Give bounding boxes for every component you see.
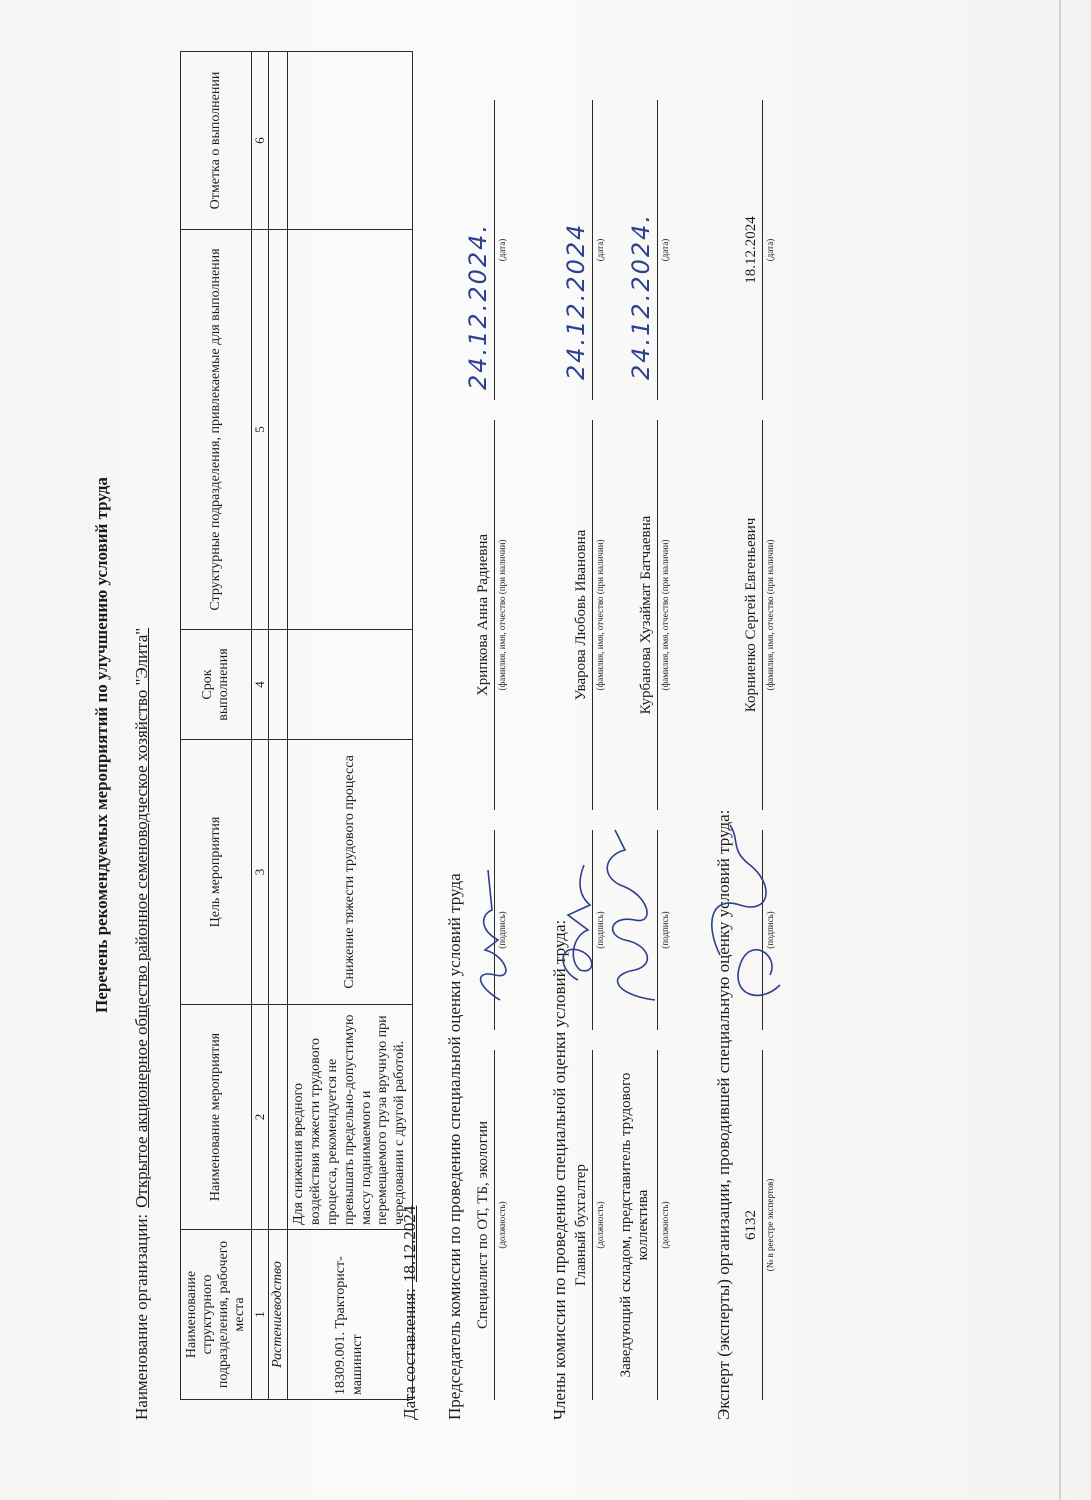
- caption-signature: (подпись): [660, 911, 670, 949]
- header-departments: Структурные подразделения, привлекаемые для выполнения: [181, 230, 252, 630]
- member-name: Уварова Любовь Ивановна: [573, 529, 589, 701]
- caption-signature: (подпись): [765, 911, 775, 949]
- header-measure: Наименование мероприятия: [181, 1005, 252, 1230]
- col-number: 6: [252, 52, 269, 230]
- caption-position: (должность): [497, 1201, 507, 1249]
- expert-name-line: [762, 420, 763, 810]
- chair-date-handwritten: 24.12.2024.: [464, 222, 492, 390]
- member-signature-mark: [595, 815, 665, 1015]
- caption-date: (дата): [660, 238, 670, 262]
- header-deadline: Срок выполнения: [181, 630, 252, 740]
- expert-signature-mark: [700, 815, 790, 1015]
- header-goal: Цель мероприятия: [181, 740, 252, 1005]
- chair-name: Хрипкова Анна Радиевна: [475, 533, 491, 697]
- caption-position: (должность): [660, 1201, 670, 1249]
- caption-fio: (фамилия, имя, отчество (при наличии): [595, 539, 605, 691]
- expert-name: Корниенко Сергей Евгеньевич: [743, 517, 759, 713]
- cell-deadline: [288, 630, 413, 740]
- col-number: 4: [252, 630, 269, 740]
- caption-signature: (подпись): [595, 911, 605, 949]
- page-edge: [1059, 0, 1061, 1500]
- expert-registry-line: [762, 1050, 763, 1400]
- member-date-line: [657, 100, 658, 400]
- member-position-line: [592, 1050, 593, 1400]
- organization-label: Наименование организации:: [132, 1213, 151, 1420]
- cell-workplace: 18309.001. Тракторист-машинист: [288, 1230, 413, 1400]
- header-mark: Отметка о выполнении: [181, 52, 252, 230]
- rotated-document: [50, 30, 1050, 1460]
- table-section-row: [269, 52, 288, 1400]
- member-name: Курбанова Хузаймат Батчаевна: [638, 515, 654, 715]
- caption-fio: (фамилия, имя, отчество (при наличии): [497, 539, 507, 691]
- organization-name: Открытое акционерное общество районное семеноводческое хозяйство "Элита": [132, 627, 151, 1208]
- cell-measure: Для снижения вредного воздействия тяжести трудового процесса, рекомендуется не превышать предельно-допустимую массу поднимаемого и перемещаемого груза вручную при чередовании с другой работой.: [288, 1005, 413, 1230]
- table-number-row: [252, 52, 269, 1400]
- chair-heading: Председатель комиссии по проведению специальной оценки условий труда: [445, 873, 464, 1420]
- members-heading: Члены комиссии по проведению специальной оценки условий труда:: [550, 919, 569, 1420]
- caption-date: (дата): [595, 238, 605, 262]
- caption-date: (дата): [497, 238, 507, 262]
- member-date-handwritten: 24.12.2024: [562, 222, 590, 380]
- member-position: Заведующий складом, представитель трудового коллектива: [618, 1072, 652, 1378]
- chair-date-line: [494, 100, 495, 400]
- caption-position: (должность): [595, 1201, 605, 1249]
- chair-position-line: [494, 1050, 495, 1400]
- expert-heading: Эксперт (эксперты) организации, проводившей специальную оценку условий труда:: [714, 809, 733, 1420]
- caption-date: (дата): [765, 238, 775, 262]
- member-date-line: [592, 100, 593, 400]
- cell-mark: [288, 52, 413, 230]
- chair-signature-mark: [470, 850, 510, 1010]
- col-number: 3: [252, 740, 269, 1005]
- col-number: 5: [252, 230, 269, 630]
- caption-signature: (подпись): [497, 911, 507, 949]
- caption-registry: (№ в реестре экспертов): [765, 1178, 775, 1272]
- member-position: Главный бухгалтер: [573, 1164, 589, 1286]
- header-workplace: Наименование структурного подразделения, рабочего места: [181, 1230, 252, 1400]
- expert-registry-number: 6132: [743, 1210, 759, 1240]
- member-signature-mark: [558, 850, 598, 990]
- table-header-row: [181, 52, 252, 1400]
- document-title: Перечень рекомендуемых мероприятий по улучшению условий труда: [92, 477, 111, 1013]
- measures-table: [180, 51, 413, 1400]
- date-value: 18.12.2024: [400, 1205, 419, 1283]
- section-label: Растениеводство: [269, 1230, 288, 1400]
- organization-line: [132, 628, 152, 1420]
- member-name-line: [592, 420, 593, 810]
- table-row: [288, 52, 413, 1400]
- chair-name-line: [494, 420, 495, 810]
- member-date-handwritten: 24.12.2024.: [627, 212, 655, 380]
- cell-goal: Снижение тяжести трудового процесса: [288, 740, 413, 1005]
- member-name-line: [657, 420, 658, 810]
- compilation-date: [400, 1206, 420, 1420]
- date-label: Дата составления:: [400, 1288, 419, 1420]
- cell-departments: [288, 230, 413, 630]
- caption-fio: (фамилия, имя, отчество (при наличии): [660, 539, 670, 691]
- col-number: 2: [252, 1005, 269, 1230]
- caption-fio: (фамилия, имя, отчество (при наличии): [765, 539, 775, 691]
- col-number: 1: [252, 1230, 269, 1400]
- expert-date-line: [762, 100, 763, 400]
- member-position-line: [657, 1050, 658, 1400]
- expert-date: 18.12.2024: [743, 216, 759, 284]
- chair-position: Специалист по ОТ, ТБ, экологии: [475, 1121, 491, 1330]
